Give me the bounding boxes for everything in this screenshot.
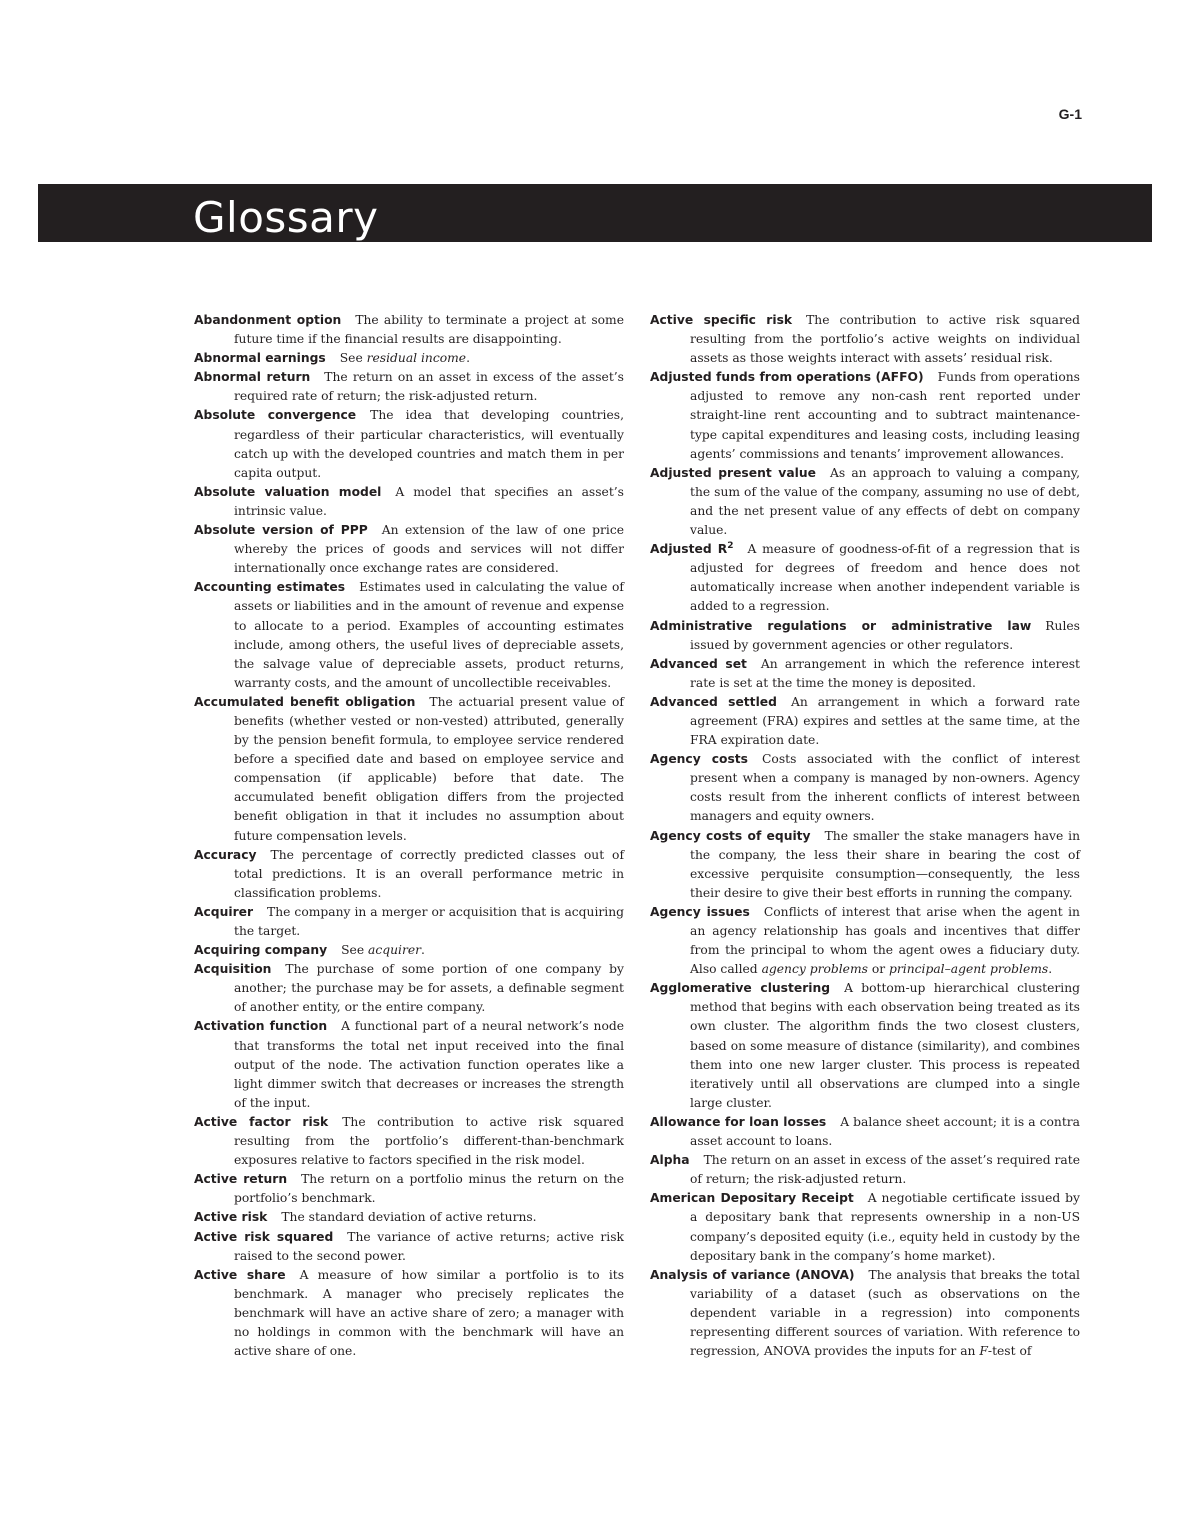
- glossary-entry: [194, 1208, 624, 1227]
- glossary-entry: [194, 960, 624, 1017]
- definition-text: The percentage of correctly predicted classes out of total predictions. It is an overall performance metric in classification problems.: [234, 847, 624, 900]
- definition-text: Conflicts of interest that arise when the agent in an agency relationship has goals and incentives that differ from the principal to whom the agent owes a fiduciary duty. Also called: [690, 904, 1080, 977]
- definition-text: The smaller the stake managers have in the company, the less their share in bearing the cost of excessive perquisite consumption—consequently, the less their desire to give their best efforts in running the company.: [690, 828, 1080, 900]
- glossary-term: Accounting estimates: [194, 580, 346, 595]
- glossary-entry: [194, 311, 624, 349]
- glossary-entry: [650, 311, 1080, 368]
- definition-text: An arrangement in which the reference interest rate is set at the time the money is deposited.: [690, 656, 1081, 690]
- glossary-entry: [194, 521, 624, 578]
- glossary-term: Advanced settled: [650, 694, 777, 709]
- glossary-term: Agency costs of equity: [650, 828, 811, 843]
- glossary-term: Abnormal return: [194, 370, 311, 385]
- glossary-term: Active specific risk: [650, 313, 793, 327]
- glossary-entry: [194, 368, 624, 406]
- definition-text: The purchase of some portion of one company by another; the purchase may be for assets, a definable segment of another entity, or the entire company.: [234, 962, 624, 1015]
- glossary-entry: [194, 406, 624, 482]
- glossary-definition: [690, 1153, 1080, 1186]
- glossary-entry: [650, 1189, 1080, 1265]
- definition-text: The return on a portfolio minus the return on the portfolio’s benchmark.: [234, 1172, 624, 1206]
- glossary-entry: [650, 655, 1080, 693]
- glossary-entry: [194, 1228, 624, 1266]
- glossary-term: Adjusted R: [650, 542, 728, 557]
- glossary-term: Acquisition: [194, 962, 272, 977]
- glossary-term: Active return: [194, 1172, 288, 1187]
- title-band: [38, 184, 1152, 242]
- glossary-term: Absolute version of PPP: [194, 523, 368, 538]
- glossary-term-superscript: 2: [727, 541, 734, 552]
- glossary-entry: [650, 750, 1080, 826]
- glossary-definition: [234, 1268, 624, 1358]
- definition-text: Rules issued by government agencies or other regulators.: [690, 618, 1080, 652]
- definition-text: An extension of the law of one price whereby the prices of goods and services will not differ internationally once exchange rates are considered.: [234, 523, 624, 576]
- glossary-term: Absolute valuation model: [194, 484, 382, 499]
- glossary-term: Acquiring company: [194, 943, 328, 958]
- definition-text: or: [867, 962, 890, 977]
- definition-text: A balance sheet account; it is a contra asset account to loans.: [690, 1114, 1080, 1149]
- definition-text: The actuarial present value of benefits (whether vested or non-vested) attributed, generally by the pension benefit formula, to employee service rendered before a specified date and based on employee service and compensation (if applicable) before that date. The accumulated benefit obligation differs from the projected benefit obligation in that it includes no assumption about future compensation levels.: [234, 694, 624, 843]
- cross-reference: residual income: [366, 351, 467, 366]
- glossary-entry: [650, 617, 1080, 655]
- definition-text: A bottom-up hierarchical clustering method that begins with each observation being treated as its own cluster. The algorithm finds the two closest clusters, based on some measure of distance (similarity), and combines them into one new larger cluster. This process is repeated iteratively until all observations are clumped into a single large cluster.: [690, 981, 1080, 1110]
- glossary-entry: [650, 1266, 1080, 1361]
- glossary-definition: [690, 981, 1080, 1110]
- glossary-definition: [690, 542, 1080, 613]
- glossary-entry: [194, 1113, 624, 1170]
- glossary-entry: [194, 693, 624, 846]
- glossary-entry: [194, 349, 624, 368]
- definition-text: A measure of how similar a portfolio is to its benchmark. A manager who precisely replicates the benchmark will have an active share of zero; a manager with no holdings in common with the benchmark will have an active share of one.: [234, 1267, 625, 1359]
- definition-text: The company in a merger or acquisition that is acquiring the target.: [234, 904, 624, 938]
- glossary-term: Active share: [194, 1267, 286, 1282]
- glossary-entry: [650, 464, 1080, 540]
- glossary-term-group: [650, 542, 733, 556]
- definition-text: Costs associated with the conflict of interest present when a company is managed by non-owners. Agency costs result from the inherent conflicts of interest between managers and equity owners.: [690, 752, 1080, 824]
- glossary-entry: [194, 1170, 624, 1208]
- glossary-term: Accumulated benefit obligation: [194, 694, 416, 709]
- glossary-entry: [194, 1266, 624, 1361]
- glossary-definition: [341, 943, 425, 957]
- glossary-term: Agglomerative clustering: [650, 981, 831, 996]
- glossary-term: Active factor risk: [194, 1114, 329, 1129]
- glossary-entry: [650, 1151, 1080, 1189]
- definition-text: .: [1048, 962, 1053, 977]
- glossary-term: Advanced set: [650, 656, 747, 671]
- glossary-term: Analysis of variance (ANOVA): [650, 1267, 855, 1282]
- page-title: Glossary: [193, 193, 379, 242]
- glossary-definition: [234, 962, 624, 1014]
- cross-reference: F: [979, 1344, 988, 1359]
- glossary-entry: [194, 1017, 624, 1112]
- glossary-entry: [650, 1113, 1080, 1151]
- glossary-term: Accuracy: [194, 847, 257, 862]
- glossary-entry: [650, 368, 1080, 463]
- glossary-entry: [194, 903, 624, 941]
- glossary-term: Absolute convergence: [194, 408, 357, 423]
- glossary-entry: [650, 827, 1080, 903]
- glossary-term: Abnormal earnings: [194, 351, 326, 366]
- glossary-entry: [650, 903, 1080, 979]
- glossary-term: American Depositary Receipt: [650, 1191, 854, 1206]
- definition-text: The ability to terminate a project at some future time if the financial results are disappointing.: [234, 313, 624, 347]
- glossary-term: Acquirer: [194, 904, 254, 919]
- glossary-term: Adjusted present value: [650, 465, 816, 480]
- glossary-definition: [234, 695, 624, 843]
- definition-text: A negotiable certificate issued by a depositary bank that represents ownership in a non-US company’s deposited equity (i.e., equity held in custody by the depositary bank in the company’s home market).: [690, 1191, 1080, 1263]
- glossary-definition: [690, 657, 1080, 690]
- glossary-entry: [194, 846, 624, 903]
- definition-text: .: [466, 351, 471, 366]
- definition-text: The variance of active returns; active risk raised to the second power.: [234, 1229, 624, 1263]
- definition-text: The contribution to active risk squared resulting from the portfolio’s different-than-benchmark exposures relative to factors specified in the risk model.: [234, 1114, 624, 1168]
- cross-reference: acquirer: [368, 943, 421, 958]
- definition-text: The return on an asset in excess of the asset’s required rate of return; the risk-adjusted return.: [690, 1153, 1080, 1187]
- page-number: G-1: [1058, 106, 1082, 122]
- glossary-definition: [340, 351, 470, 365]
- glossary-term: Abandonment option: [194, 313, 342, 327]
- glossary-entry: [194, 483, 624, 521]
- glossary-term: Active risk squared: [194, 1229, 334, 1244]
- definition-text: A model that specifies an asset’s intrinsic value.: [234, 484, 624, 518]
- glossary-entry: [650, 979, 1080, 1113]
- glossary-term: Adjusted funds from operations (AFFO): [650, 370, 924, 385]
- glossary-column-left: [194, 311, 624, 1361]
- glossary-term: Allowance for loan losses: [650, 1114, 827, 1129]
- definition-text: See: [339, 351, 367, 366]
- glossary-definition: [234, 580, 624, 689]
- definition-text: Estimates used in calculating the value of assets or liabilities and in the amount of revenue and expense to allocate to a period. Examples of accounting estimates include, among others, the useful lives of depreciable assets, the salvage value of depreciable assets, product returns, warranty costs, and the amount of uncollectible receivables.: [234, 580, 624, 690]
- definition-text: Funds from operations adjusted to remove any non-cash rent reported under straight-line rent accounting and to subtract maintenance-type capital expenditures and leasing costs, including leasing agents’ commissions and tenants’ improvement allowances.: [690, 370, 1080, 461]
- glossary-definition: [234, 1019, 624, 1109]
- glossary-definition: [234, 1172, 624, 1205]
- definition-text: An arrangement in which a forward rate agreement (FRA) expires and settles at the same time, at the FRA expiration date.: [690, 694, 1081, 748]
- glossary-entry: [194, 941, 624, 960]
- glossary-column-right: [650, 311, 1080, 1361]
- definition-text: As an approach to valuing a company, the sum of the value of the company, assuming no use of debt, and the net present value of any effects of debt on company value.: [690, 465, 1080, 538]
- definition-text: The contribution to active risk squared resulting from the portfolio’s active weights on individual assets as those weights interact with assets’ residual risk.: [690, 313, 1080, 366]
- glossary-definition: [234, 848, 624, 900]
- glossary-term: Active risk: [194, 1210, 268, 1225]
- cross-reference: principal–agent problems: [889, 962, 1049, 977]
- glossary-entry: [650, 693, 1080, 750]
- definition-text: A functional part of a neural network’s node that transforms the total net input received into the final output of the node. The activation function operates like a light dimmer switch that decreases or increases the strength of the input.: [234, 1019, 624, 1110]
- definition-text: .: [421, 943, 425, 958]
- definition-text: The standard deviation of active returns.: [281, 1210, 537, 1225]
- definition-text: See: [341, 943, 369, 958]
- definition-text: The idea that developing countries, regardless of their particular characteristics, will eventually catch up with the developed countries and match them in per capita output.: [234, 408, 624, 480]
- cross-reference: agency problems: [761, 962, 868, 977]
- glossary-term: Administrative regulations or administrative law: [650, 618, 1032, 633]
- glossary-definition: [690, 752, 1080, 823]
- definition-text: A measure of goodness-of-fit of a regression that is adjusted for degrees of freedom and hence does not automatically increase when another independent variable is added to a regression.: [690, 542, 1080, 614]
- glossary-definition: [234, 905, 624, 938]
- glossary-term: Activation function: [194, 1019, 328, 1034]
- glossary-term: Agency costs: [650, 752, 749, 767]
- glossary-term: Agency issues: [650, 904, 750, 919]
- definition-text: The analysis that breaks the total variability of a dataset (such as observations on the dependent variable in a regression) into components representing different sources of variation. With reference to regression, ANOVA provides the inputs for an: [690, 1267, 1080, 1359]
- definition-text: The return on an asset in excess of the asset’s required rate of return; the risk-adjusted return.: [234, 370, 624, 404]
- glossary-definition: [281, 1210, 536, 1224]
- glossary-term: Alpha: [650, 1153, 690, 1168]
- glossary-entry: [194, 578, 624, 693]
- glossary-entry: [650, 540, 1080, 616]
- definition-text: -test of: [987, 1344, 1032, 1359]
